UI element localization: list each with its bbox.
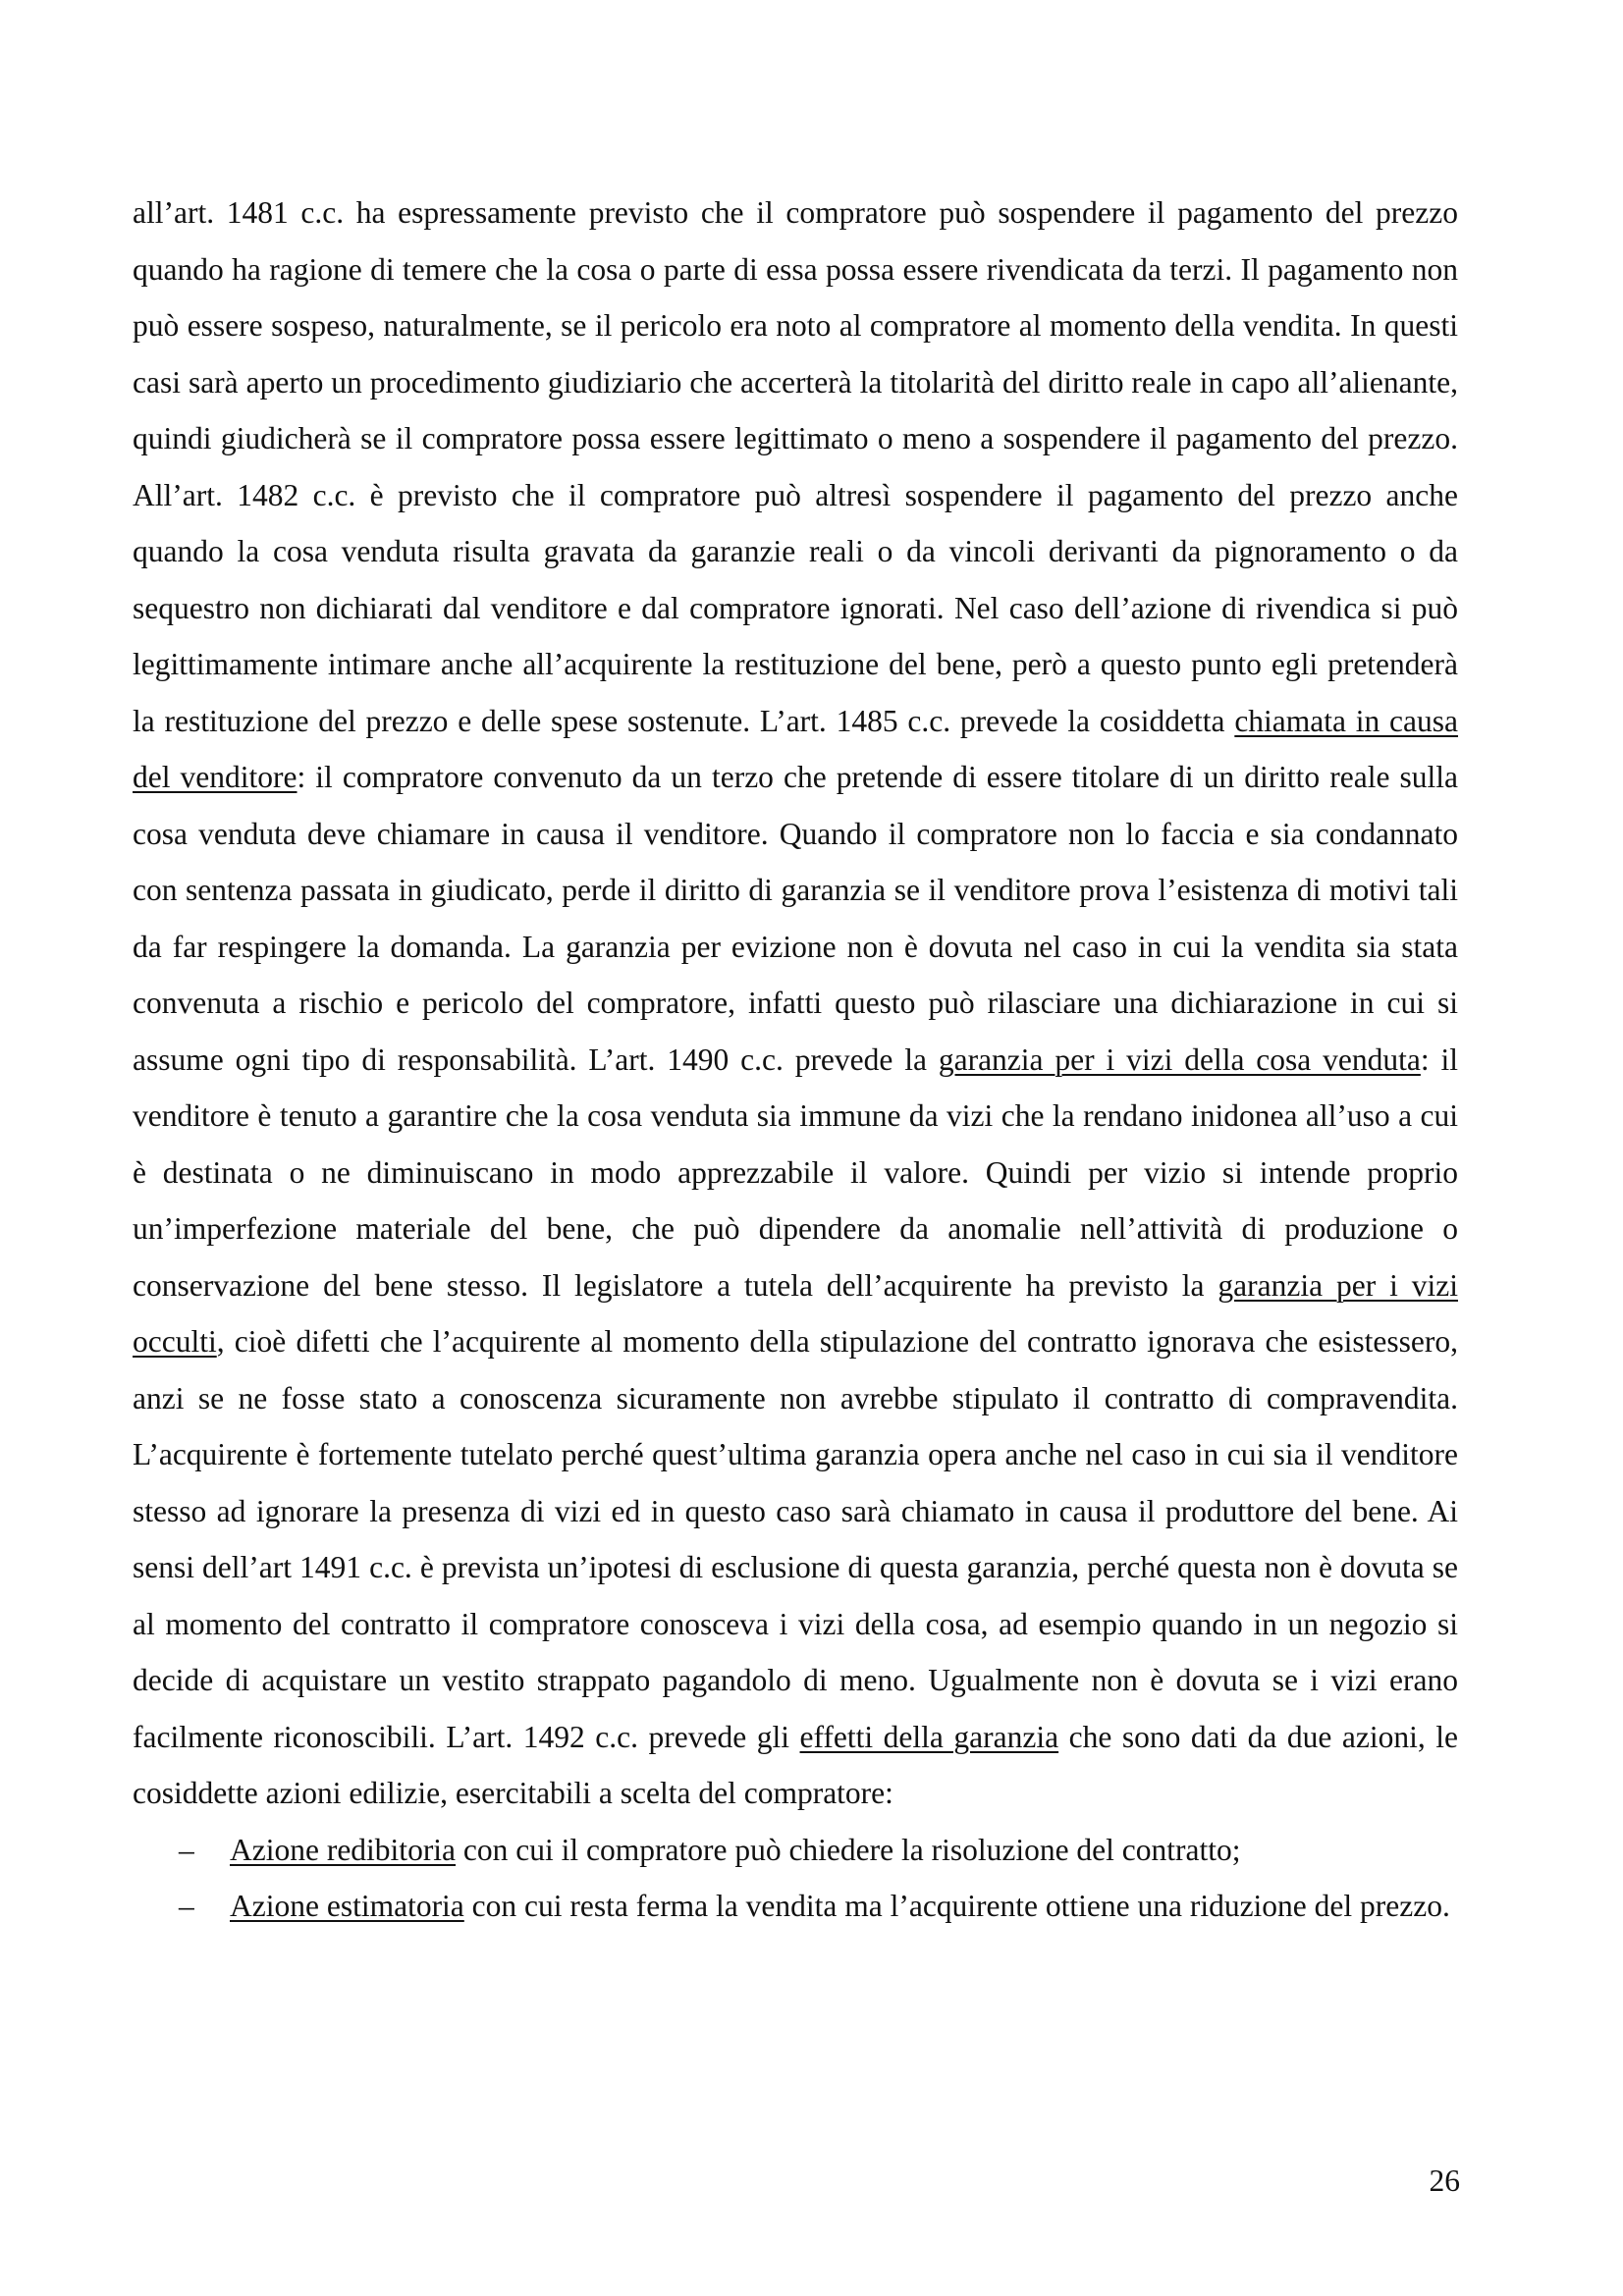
list-item <box>133 1878 1458 1935</box>
actions-list <box>133 1822 1458 1935</box>
underlined-term: chiamata in causa del venditore <box>133 703 1459 794</box>
list-text: con cui resta ferma la vendita ma l’acquirente ottiene una riduzione del prezzo. <box>463 1889 1450 1923</box>
page-number: 26 <box>1429 2163 1460 2198</box>
paragraph-text: : il compratore convenuto da un terzo che pretende di essere titolare di un diritto reale sulla cosa venduta deve chiamare in causa il venditore. Quando il compratore non lo faccia e sia condannato con sentenza passata in giudicato, perde il diritto di garanzia se il venditore prova l’esistenza di motivi tali da far respingere la domanda. La garanzia per evizione non è dovuta nel caso in cui la vendita sia stata convenuta a rischio e pericolo del compratore, infatti questo può rilasciare una dichiarazione in cui si assume ogni tipo di responsabilità. L’art. 1490 c.c. prevede la <box>133 760 1458 1077</box>
list-text: con cui il compratore può chiedere la risoluzione del contratto; <box>456 1832 1241 1867</box>
list-bullet: – <box>179 1832 194 1867</box>
list-item <box>133 1822 1458 1879</box>
list-term: Azione redibitoria <box>230 1832 457 1867</box>
underlined-term: garanzia per i vizi della cosa venduta <box>938 1041 1421 1077</box>
underlined-term: effetti della garanzia <box>799 1719 1059 1754</box>
paragraph-text: , cioè difetti che l’acquirente al momento della stipulazione del contratto ignorava che esistessero, anzi se ne fosse stato a conoscenza sicuramente non avrebbe stipulato il contratto di compravendita. L’acquirente è fortemente tutelato perché quest’ultima garanzia opera anche nel caso in cui sia il venditore stesso ad ignorare la presenza di vizi ed in questo caso sarà chiamato in causa il produttore del bene. Ai sensi dell’art 1491 c.c. è prevista un’ipotesi di esclusione di questa garanzia, perché questa non è dovuta se al momento del contratto il compratore conosceva i vizi della cosa, ad esempio quando in un negozio si decide di acquistare un vestito strappato pagandolo di meno. Ugualmente non è dovuta se i vizi erano facilmente riconoscibili. L’art. 1492 c.c. prevede gli <box>133 1324 1458 1754</box>
paragraph-text: all’art. 1481 c.c. ha espressamente previsto che il compratore può sospendere il pagamento del prezzo quando ha ragione di temere che la cosa o parte di essa possa essere rivendicata da terzi. Il pagamento non può essere sospeso, naturalmente, se il pericolo era noto al compratore al momento della vendita. In questi casi sarà aperto un procedimento giudiziario che accerterà la titolarità del diritto reale in capo all’alienante, quindi giudicherà se il compratore possa essere legittimato o meno a sospendere il pagamento del prezzo. All’art. 1482 c.c. è previsto che il compratore può altresì sospendere il pagamento del prezzo anche quando la cosa venduta risulta gravata da garanzie reali o da vincoli derivanti da pignoramento o da sequestro non dichiarati dal venditore e dal compratore ignorati. Nel caso dell’azione di rivendica si può legittimamente intimare anche all’acquirente la restituzione del bene, però a questo punto egli pretenderà la restituzione del prezzo e delle spese sostenute. L’art. 1485 c.c. prevede la cosiddetta <box>133 195 1458 738</box>
list-term: Azione estimatoria <box>230 1889 464 1923</box>
body-text <box>133 185 1458 1935</box>
list-bullet: – <box>179 1889 194 1923</box>
underlined-term: garanzia per i vizi occulti <box>133 1267 1458 1359</box>
paragraph-text: : il venditore è tenuto a garantire che la cosa venduta sia immune da vizi che la rendano inidonea all’uso a cui è destinata o ne diminuiscano in modo apprezzabile il valore. Quindi per vizio si intende proprio un’imperfezione materiale del bene, che può dipendere da anomalie nell’attività di produzione o conservazione del bene stesso. Il legislatore a tutela dell’acquirente ha previsto la <box>133 1041 1459 1303</box>
paragraph-text: che sono dati da due azioni, le cosiddette azioni edilizie, esercitabili a scelta del compratore: <box>133 1719 1458 1810</box>
main-paragraph <box>133 185 1458 1822</box>
